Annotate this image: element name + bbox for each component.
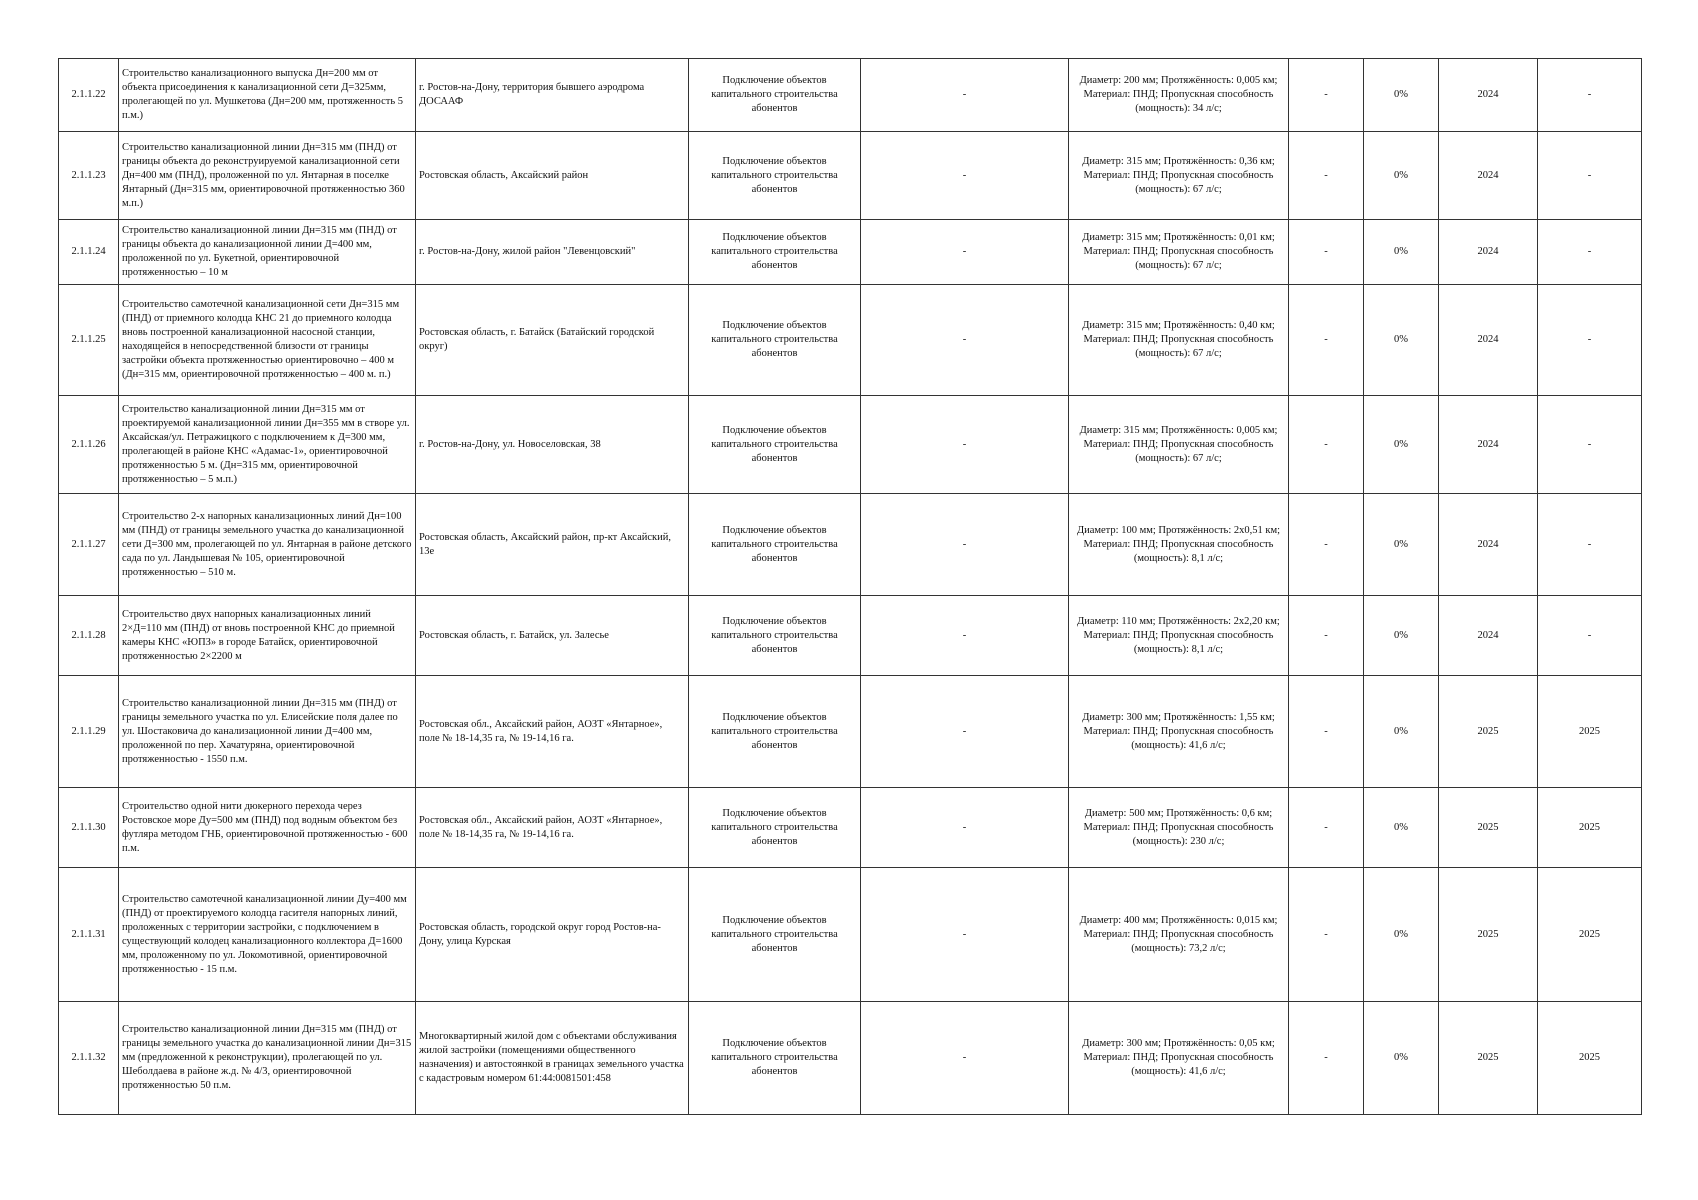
table-row bbox=[59, 220, 1642, 285]
purpose-cell: Подключение объектов капитального строительства абонентов bbox=[689, 59, 861, 132]
table-row bbox=[59, 788, 1642, 868]
dash-cell: - bbox=[861, 676, 1069, 788]
project-title-cell: Строительство самотечной канализационной линии Ду=400 мм (ПНД) от проектируемого колодца гасителя напорных линий, проложенных с территории застройки, с подключением в существующий колодец канализационного коллектора Д=1600 мм, проложенному по ул. Локомотивной, ориентировочной протяженностью - 15 п.м. bbox=[119, 868, 416, 1002]
dash-cell: - bbox=[861, 285, 1069, 396]
end-year-cell: - bbox=[1538, 132, 1642, 220]
end-year-cell: - bbox=[1538, 596, 1642, 676]
purpose-cell: Подключение объектов капитального строительства абонентов bbox=[689, 1002, 861, 1115]
project-title-cell: Строительство канализационной линии Дн=315 мм (ПНД) от границы земельного участка до канализационной линии Дн=315 мм (предложенной к реконструкции), пролегающей по ул. Шеболдаева в районе ж.д. № 4/3, ориентировочной протяженностью 50 п.м. bbox=[119, 1002, 416, 1115]
row-number-cell: 2.1.1.27 bbox=[59, 494, 119, 596]
row-number-cell: 2.1.1.26 bbox=[59, 396, 119, 494]
percent-cell: 0% bbox=[1364, 494, 1439, 596]
end-year-cell: 2025 bbox=[1538, 788, 1642, 868]
location-cell: Ростовская область, г. Батайск, ул. Залесье bbox=[416, 596, 689, 676]
end-year-cell: 2025 bbox=[1538, 868, 1642, 1002]
table-row bbox=[59, 676, 1642, 788]
row-number-cell: 2.1.1.32 bbox=[59, 1002, 119, 1115]
project-title-cell: Строительство канализационной линии Дн=315 мм (ПНД) от границы земельного участка по ул. Елисейские поля далее по ул. Шостаковича до канализационной линии Д=400 мм, проложенной по пер. Хачатуряна, ориентировочной протяженностью - 1550 п.м. bbox=[119, 676, 416, 788]
row-number-cell: 2.1.1.30 bbox=[59, 788, 119, 868]
project-title-cell: Строительство самотечной канализационной сети Дн=315 мм (ПНД) от приемного колодца КНС 21 до приемного колодца вновь построенной канализационной насосной станции, находящейся в непосредственной близости от границы застройки объекта протяженностью ориентировочно – 400 м (Дн=315 мм, ориентировочной протяженностью – 400 м. п.) bbox=[119, 285, 416, 396]
percent-cell: 0% bbox=[1364, 676, 1439, 788]
project-title-cell: Строительство двух напорных канализационных линий 2×Д=110 мм (ПНД) от вновь построенной КНС до приемной камеры КНС «ЮПЗ» в городе Батайск, ориентировочной протяженностью 2×2200 м bbox=[119, 596, 416, 676]
dash-cell: - bbox=[1289, 676, 1364, 788]
dash-cell: - bbox=[1289, 285, 1364, 396]
project-title-cell: Строительство канализационного выпуска Дн=200 мм от объекта присоединения к канализационной сети Д=325мм, пролегающей по ул. Мушкетова (Дн=200 мм, протяженность 5 п.м.) bbox=[119, 59, 416, 132]
start-year-cell: 2024 bbox=[1439, 494, 1538, 596]
end-year-cell: 2025 bbox=[1538, 1002, 1642, 1115]
location-cell: г. Ростов-на-Дону, ул. Новоселовская, 38 bbox=[416, 396, 689, 494]
specs-cell: Диаметр: 500 мм; Протяжённость: 0,6 км; Материал: ПНД; Пропускная способность (мощность): 230 л/с; bbox=[1069, 788, 1289, 868]
location-cell: Ростовская область, г. Батайск (Батайский городской округ) bbox=[416, 285, 689, 396]
location-cell: Ростовская обл., Аксайский район, АОЗТ «Янтарное», поле № 18-14,35 га, № 19-14,16 га. bbox=[416, 788, 689, 868]
dash-cell: - bbox=[861, 396, 1069, 494]
end-year-cell: - bbox=[1538, 396, 1642, 494]
specs-cell: Диаметр: 315 мм; Протяжённость: 0,005 км; Материал: ПНД; Пропускная способность (мощность): 67 л/с; bbox=[1069, 396, 1289, 494]
row-number-cell: 2.1.1.23 bbox=[59, 132, 119, 220]
specs-cell: Диаметр: 300 мм; Протяжённость: 0,05 км; Материал: ПНД; Пропускная способность (мощность): 41,6 л/с; bbox=[1069, 1002, 1289, 1115]
location-cell: г. Ростов-на-Дону, жилой район "Левенцовский" bbox=[416, 220, 689, 285]
location-cell: Многоквартирный жилой дом с объектами обслуживания жилой застройки (помещениями общественного назначения) и автостоянкой в границах земельного участка с кадастровым номером 61:44:0081501:458 bbox=[416, 1002, 689, 1115]
project-title-cell: Строительство 2-х напорных канализационных линий Дн=100 мм (ПНД) от границы земельного участка до канализационной сети Д=300 мм, пролегающей по ул. Янтарная в районе детского сада по ул. Ландышевая № 105, ориентировочной протяженностью – 510 м. bbox=[119, 494, 416, 596]
purpose-cell: Подключение объектов капитального строительства абонентов bbox=[689, 220, 861, 285]
dash-cell: - bbox=[1289, 788, 1364, 868]
specs-cell: Диаметр: 300 мм; Протяжённость: 1,55 км; Материал: ПНД; Пропускная способность (мощность): 41,6 л/с; bbox=[1069, 676, 1289, 788]
specs-cell: Диаметр: 100 мм; Протяжённость: 2х0,51 км; Материал: ПНД; Пропускная способность (мощность): 8,1 л/с; bbox=[1069, 494, 1289, 596]
project-title-cell: Строительство канализационной линии Дн=315 мм (ПНД) от границы объекта до реконструируемой канализационной сети Дн=400 мм (ПНД), проложенной по ул. Янтарная в поселке Янтарный (Дн=315 мм, ориентировочной протяженностью 360 м.п.) bbox=[119, 132, 416, 220]
start-year-cell: 2025 bbox=[1439, 788, 1538, 868]
table-body bbox=[59, 59, 1642, 1115]
purpose-cell: Подключение объектов капитального строительства абонентов bbox=[689, 788, 861, 868]
row-number-cell: 2.1.1.24 bbox=[59, 220, 119, 285]
location-cell: г. Ростов-на-Дону, территория бывшего аэродрома ДОСААФ bbox=[416, 59, 689, 132]
row-number-cell: 2.1.1.31 bbox=[59, 868, 119, 1002]
purpose-cell: Подключение объектов капитального строительства абонентов bbox=[689, 132, 861, 220]
end-year-cell: - bbox=[1538, 494, 1642, 596]
dash-cell: - bbox=[1289, 59, 1364, 132]
start-year-cell: 2025 bbox=[1439, 1002, 1538, 1115]
specs-cell: Диаметр: 200 мм; Протяжённость: 0,005 км; Материал: ПНД; Пропускная способность (мощность): 34 л/с; bbox=[1069, 59, 1289, 132]
dash-cell: - bbox=[1289, 220, 1364, 285]
dash-cell: - bbox=[861, 220, 1069, 285]
project-title-cell: Строительство одной нити дюкерного перехода через Ростовское море Ду=500 мм (ПНД) под водным объектом без футляра методом ГНБ, ориентировочной протяженностью - 600 п.м. bbox=[119, 788, 416, 868]
dash-cell: - bbox=[861, 788, 1069, 868]
purpose-cell: Подключение объектов капитального строительства абонентов bbox=[689, 596, 861, 676]
dash-cell: - bbox=[861, 59, 1069, 132]
end-year-cell: - bbox=[1538, 285, 1642, 396]
dash-cell: - bbox=[861, 1002, 1069, 1115]
table-row bbox=[59, 596, 1642, 676]
dash-cell: - bbox=[861, 132, 1069, 220]
percent-cell: 0% bbox=[1364, 596, 1439, 676]
investment-program-table bbox=[58, 58, 1642, 1115]
table-row bbox=[59, 396, 1642, 494]
start-year-cell: 2025 bbox=[1439, 868, 1538, 1002]
start-year-cell: 2024 bbox=[1439, 132, 1538, 220]
dash-cell: - bbox=[861, 596, 1069, 676]
percent-cell: 0% bbox=[1364, 285, 1439, 396]
project-title-cell: Строительство канализационной линии Дн=315 мм от проектируемой канализационной линии Дн=355 мм в створе ул. Аксайская/ул. Петражицкого с подключением к Д=300 мм, пролегающей в районе КНС «Адамас-1», ориентировочной протяженностью 5 м. (Дн=315 мм, ориентировочной протяженностью – 5 м.п.) bbox=[119, 396, 416, 494]
location-cell: Ростовская область, Аксайский район, пр-кт Аксайский, 13е bbox=[416, 494, 689, 596]
specs-cell: Диаметр: 315 мм; Протяжённость: 0,40 км; Материал: ПНД; Пропускная способность (мощность): 67 л/с; bbox=[1069, 285, 1289, 396]
row-number-cell: 2.1.1.29 bbox=[59, 676, 119, 788]
end-year-cell: - bbox=[1538, 220, 1642, 285]
start-year-cell: 2024 bbox=[1439, 396, 1538, 494]
specs-cell: Диаметр: 110 мм; Протяжённость: 2х2,20 км; Материал: ПНД; Пропускная способность (мощность): 8,1 л/с; bbox=[1069, 596, 1289, 676]
row-number-cell: 2.1.1.22 bbox=[59, 59, 119, 132]
location-cell: Ростовская область, Аксайский район bbox=[416, 132, 689, 220]
start-year-cell: 2024 bbox=[1439, 220, 1538, 285]
start-year-cell: 2024 bbox=[1439, 59, 1538, 132]
percent-cell: 0% bbox=[1364, 396, 1439, 494]
dash-cell: - bbox=[1289, 1002, 1364, 1115]
dash-cell: - bbox=[1289, 396, 1364, 494]
purpose-cell: Подключение объектов капитального строительства абонентов bbox=[689, 285, 861, 396]
row-number-cell: 2.1.1.28 bbox=[59, 596, 119, 676]
table-row bbox=[59, 285, 1642, 396]
dash-cell: - bbox=[1289, 132, 1364, 220]
dash-cell: - bbox=[861, 868, 1069, 1002]
end-year-cell: 2025 bbox=[1538, 676, 1642, 788]
purpose-cell: Подключение объектов капитального строительства абонентов bbox=[689, 494, 861, 596]
purpose-cell: Подключение объектов капитального строительства абонентов bbox=[689, 676, 861, 788]
table-row bbox=[59, 59, 1642, 132]
row-number-cell: 2.1.1.25 bbox=[59, 285, 119, 396]
start-year-cell: 2024 bbox=[1439, 596, 1538, 676]
location-cell: Ростовская область, городской округ город Ростов-на-Дону, улица Курская bbox=[416, 868, 689, 1002]
percent-cell: 0% bbox=[1364, 1002, 1439, 1115]
end-year-cell: - bbox=[1538, 59, 1642, 132]
purpose-cell: Подключение объектов капитального строительства абонентов bbox=[689, 868, 861, 1002]
percent-cell: 0% bbox=[1364, 59, 1439, 132]
percent-cell: 0% bbox=[1364, 220, 1439, 285]
project-title-cell: Строительство канализационной линии Дн=315 мм (ПНД) от границы объекта до канализационной линии Д=400 мм, проложенной по ул. Букетной, ориентировочной протяженностью – 10 м bbox=[119, 220, 416, 285]
specs-cell: Диаметр: 400 мм; Протяжённость: 0,015 км; Материал: ПНД; Пропускная способность (мощность): 73,2 л/с; bbox=[1069, 868, 1289, 1002]
dash-cell: - bbox=[1289, 596, 1364, 676]
purpose-cell: Подключение объектов капитального строительства абонентов bbox=[689, 396, 861, 494]
dash-cell: - bbox=[861, 494, 1069, 596]
specs-cell: Диаметр: 315 мм; Протяжённость: 0,01 км; Материал: ПНД; Пропускная способность (мощность): 67 л/с; bbox=[1069, 220, 1289, 285]
table-row bbox=[59, 494, 1642, 596]
table-row bbox=[59, 868, 1642, 1002]
percent-cell: 0% bbox=[1364, 132, 1439, 220]
start-year-cell: 2025 bbox=[1439, 676, 1538, 788]
dash-cell: - bbox=[1289, 494, 1364, 596]
percent-cell: 0% bbox=[1364, 788, 1439, 868]
table-row bbox=[59, 132, 1642, 220]
table-row bbox=[59, 1002, 1642, 1115]
percent-cell: 0% bbox=[1364, 868, 1439, 1002]
start-year-cell: 2024 bbox=[1439, 285, 1538, 396]
specs-cell: Диаметр: 315 мм; Протяжённость: 0,36 км; Материал: ПНД; Пропускная способность (мощность): 67 л/с; bbox=[1069, 132, 1289, 220]
location-cell: Ростовская обл., Аксайский район, АОЗТ «Янтарное», поле № 18-14,35 га, № 19-14,16 га. bbox=[416, 676, 689, 788]
dash-cell: - bbox=[1289, 868, 1364, 1002]
